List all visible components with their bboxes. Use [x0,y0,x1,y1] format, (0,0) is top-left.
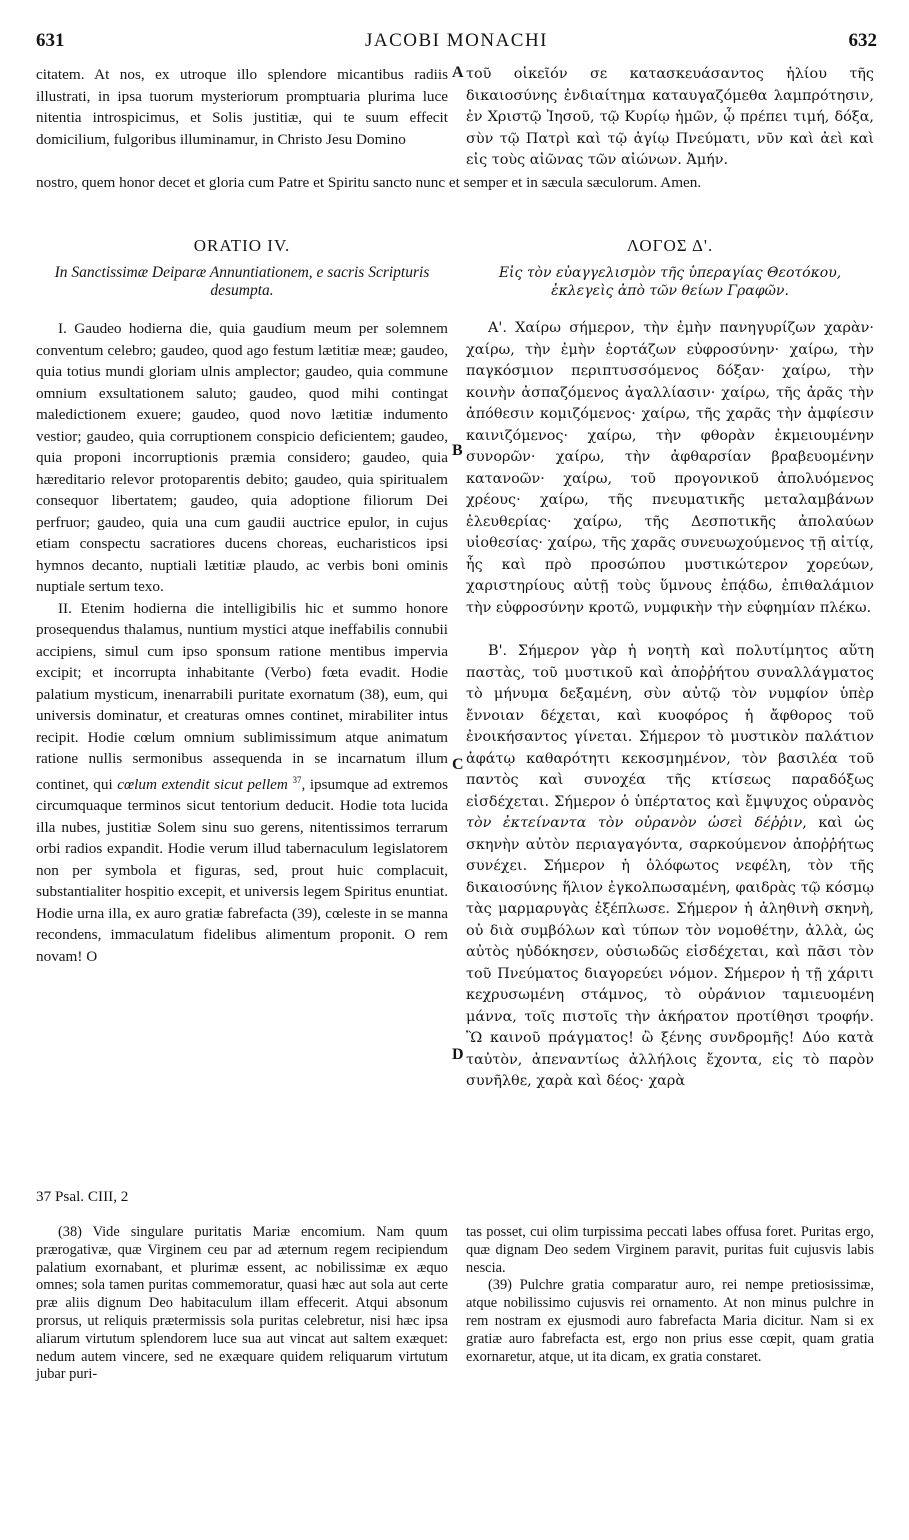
margin-letter-b: B [452,442,463,459]
greek-p2-italic: τὸν ἐκτείναντα τὸν οὐρανὸν ὡσεὶ δέῤῥιν [466,815,803,831]
note-39: (39) Pulchre gratia comparatur auro, rei nempe pretiosissimæ, atque nobilissimo cujusvis rei ornamento. At non minus pulchre in rem nostram ex ejusmodi auro fabrefacta Maria dicitur. Nam si ex gratiæ auro fabrefacta est, ergo non prius esse cœpit, quam gratia exornaretur, atque, ut ita dicam, ex gratia constaret. [466,1277,874,1365]
margin-letter-a: A [452,64,464,81]
latin-p2-part-b: , ipsumque ad extremos circumquaque terminos sicut tentorium deducit. Hodie tota lucida illa nubes, justitiæ Solem sinu suo gerens, nitentissimos terrarum orbi radios expandit. Hodie verum illud tabernaculum legislatorem non per symbola et figuras, sed, prout huic complacuit, substantialiter hospitio excepit, et universis legem Spiritus enuntiat. Hodie urna illa, ex auro gratiæ fabrefacta (39), cœleste in se manna recondens, immaculatum fidelibus alimentum proponit. O rem novam! O [36,775,449,965]
margin-letter-c: C [452,756,464,773]
greek-p2-part-a: Β'. Σήμερον γὰρ ἡ νοητὴ καὶ πολυτίμητος αὕτη παστὰς, τοῦ μυστικοῦ καὶ ἀποῤῥήτου συναλλάγματος τὸ μήνυμα δεξαμένη, σὺν αὐτῷ τὸν νυμφίον ὑπὲρ ἔννοιαν δέχεται, καὶ κυοφόρος ἡ ἄφθορος τοῦ ἐνοικήσαντος γίνεται. Σήμερον τὸ μυστικὸν παλάτιον ἀφάτῳ καθαρότητι κεκοσμημένον, τὸν βασιλέα τοῦ παντὸς καὶ συνοχέα τῆς κτίσεως παραδόξως εἰσδέχεται. Σήμερον ὁ ὑπέρτατος καὶ ἔμψυχος οὐρανὸς [466,643,874,810]
latin-subheading: In Sanctissimæ Deiparæ Annuntiationem, e sacris Scripturis desumpta. [54,264,430,299]
greek-carryover [466,64,874,172]
latin-heading: ORATIO IV. [193,236,291,255]
latin-paragraph-2 [36,598,448,968]
page-number-right: 632 [848,30,877,51]
latin-carryover-tail [36,172,874,194]
note-38-left [36,1224,448,1384]
latin-p2-part-a: II. Etenim hodierna die intelligibilis hic et summo honore prosequendus thalamus, nuntium mystici atque ineffabilis connubii accipiens, simul cum ipso sponsum ratione mentibus impervia excipit; et incorrupta inhabitante (Verbo) fœta evadit. Hodie palatium mysticum, inenarrabili puritate exornatum (38), eum, qui universis dominatur, et creaturas omnes continet, mirabiliter intus recipit. Hodie cœlum omnium sublimissimum atque animatum ratione nullis sermonibus assequenda in se incarnatum illum continet, qui [36,599,448,793]
latin-carryover-text: citatem. At nos, ex utroque illo splendore micantibus radiis illustrati, in ipsa tuorum mysteriorum promptuaria plurima luce nitentia introspicimus, et Solis justitiæ, qui te suum effecit domicilium, fulgoribus illuminamur, in Christo Jesu Domino [36,66,448,148]
footnote-37: 37 Psal. CIII, 2 [36,1188,129,1205]
latin-p2-italic: cœlum extendit sicut pellem [117,775,288,793]
greek-paragraph-2 [466,641,874,1093]
margin-letter-d: D [452,1046,464,1063]
note-38-text: (38) Vide singulare puritatis Mariæ encomium. Nam quum prærogativæ, quæ Virginem ceu par ad æternum regem recipiendum palatium exornabant, et plurimæ essent, ac nobilissimæ ex æquo omnes; sola tamen puritas commemoratur, quasi hæc aut sola aut certe præ aliis dignum Deo habitaculum illam effecerit. Atqui absonum prorsus, ut reliquis prætermissis sola puritas celebretur, nisi hæc ipsa aliarum virtutum splendorem luce sua aut vincat aut saltem exæquet: nedum autem vincere, sed ne exæquare quidem reliquarum virtutum jubar puri- [36,1224,448,1383]
latin-carryover-tail-text: nostro, quem honor decet et gloria cum Patre et Spiritu sancto nunc et semper et in sæcula sæculorum. Amen. [36,174,702,191]
greek-p2-part-b: , καὶ ὡς σκηνὴν αὐτὸν περιαγαγόντα, σαρκούμενον ἀποῤῥήτως συνέχει. Σήμερον ἡ ὁλόφωτος νεφέλη, τὸν τῆς δικαιοσύνης ἥλιον ἐγκολπωσαμένη, φαιδρὰς τῷ κόσμῳ τὰς μαρμαρυγὰς ἐξέπλωσε. Σήμερον ἡ ἀληθινὴ σκηνὴ, οὐ διὰ συμβόλων καὶ τύπων τὸν νομοθέτην, ἀλλὰ, ὡς αὐτὸς ηὐδόκησεν, οὐσιωδῶς εἰσδέχεται, καὶ πᾶσι τὸν τοῦ Πνεύματος διαγορεύει νόμον. Σήμερον ἡ τῇ χάριτι κεχρυσωμένη στάμνος, τὸ οὐράνιον ταμιευομένη μάννα, τοῖς πιστοῖς τὴν ἀκήρατον προτίθησι τροφήν. Ὢ καινοῦ πράγματος! ὢ ξένης συνδρομῆς! Δύο κατὰ ταὐτὸν, ἀπεναντίως ἀλλήλοις ἔχοντα, εἰς τὸ παρὸν συνῆλθε, χαρὰ καὶ δέος· χαρὰ [466,815,875,1089]
running-header [36,30,877,60]
greek-column [466,318,874,1093]
greek-carryover-text: τοῦ οἰκεῖόν σε κατασκευάσαντος ἡλίου τῆς δικαιοσύνης ἐνδιαίτημα καταυγαζόμεθα λαμπρότησιν, ἐν Χριστῷ Ἰησοῦ, τῷ Κυρίῳ ἡμῶν, ᾧ πρέπει τιμή, δόξα, σὺν τῷ Πατρὶ καὶ τῷ ἁγίῳ Πνεύματι, νῦν καὶ ἀεὶ καὶ εἰς τοὺς αἰῶνας τῶν αἰώνων. Ἀμήν. [466,66,874,168]
footnote-ref-37: 37 [292,774,302,785]
note-38-continuation: tas posset, cui olim turpissima peccati labes offusa foret. Puritas ergo, quæ dignam Deo sedem Virginem paravit, puritas fuit cujusvis labis nescia. [466,1224,874,1276]
greek-paragraph-1: Α'. Χαίρω σήμερον, τὴν ἐμὴν πανηγυρίζων χαρὰν· χαίρω, τὴν ἐμὴν ἑορτάζων εὐφροσύνην· χαίρω, τὴν παγκόσμιον περιπτυσσόμενος δόξαν· χαίρω, τὴν κοινὴν ἀσπαζόμενος ἀγαλλίασιν· χαίρω, τῆς ἀρᾶς τὴν ἀπόθεσιν κομιζόμενος· χαίρω, τῆς χαρᾶς τὴν ἀμφίεσιν καινιζόμενος· χαίρω, τὴν φθορὰν ἐκμειουμένην συνορῶν· χαίρω, τὴν ἀφθαρσίαν βραβευομένην κατανοῶν· χαίρω, τοῦ προγονικοῦ ἀπολυόμενος χρέους· χαίρω, τῆς πνευματικῆς μεταλαμβάνων ἐλευθερίας· χαίρω, τῆς Δεσποτικῆς ἀπολαύων υἱοθεσίας· χαίρω, τῆς χαρᾶς συνευωχούμενος τῇ αἰτίᾳ, ἧς καὶ πρὸ προσώπου μυστικώτερον χορεύων, χαριστηρίους αὐτῇ τοὺς ὕμνους ἐπᾴδω, ἐπιθαλάμιον τὴν εὐφροσύνην κροτῶ, νυμφικὴν τὴν εὐφημίαν πλέκω. [466,320,874,616]
latin-paragraph-1: I. Gaudeo hodierna die, quia gaudium meum per solemnem conventum celebro; gaudeo, quod ago festum lætitiæ meæ; gaudeo, quia totius mundi gloriam ulnis amplector; gaudeo, quia commune omnium exsultationem saluto; gaudeo, quod mihi contingat maledictionem exuere; gaudeo, quod novo lætitiæ indumento vestior; gaudeo, quia corruptionem conspicio deficientem; gaudeo, quia proponi incorruptionis præmia considero; gaudeo, quia hæreditario relevor protoparentis debito; gaudeo, quia spiritualem consequor libertatem; gaudeo, quia adoptione filiorum Dei perfruor; gaudeo, quia una cum gaudii auctrice epulor, in cujus etiam conspectu sacratiores ducens choreas, eucharisticos ipsi hymnos decanto, nuptiali lætitiæ plaudo, ac verbis boni ominis nuptiale sertum texo. [36,320,448,595]
page-number-left: 631 [36,30,65,51]
running-title: JACOBI MONACHI [364,30,549,51]
note-right-column [466,1224,874,1366]
latin-column [36,318,448,967]
greek-subheading: Εἰς τὸν εὐαγγελισμὸν τῆς ὑπεραγίας Θεοτόκου, ἐκλεγεὶς ἀπὸ τῶν θείων Γραφῶν. [498,265,842,299]
greek-heading: ΛΟΓΟΣ Δ'. [626,236,714,255]
latin-carryover [36,64,448,150]
